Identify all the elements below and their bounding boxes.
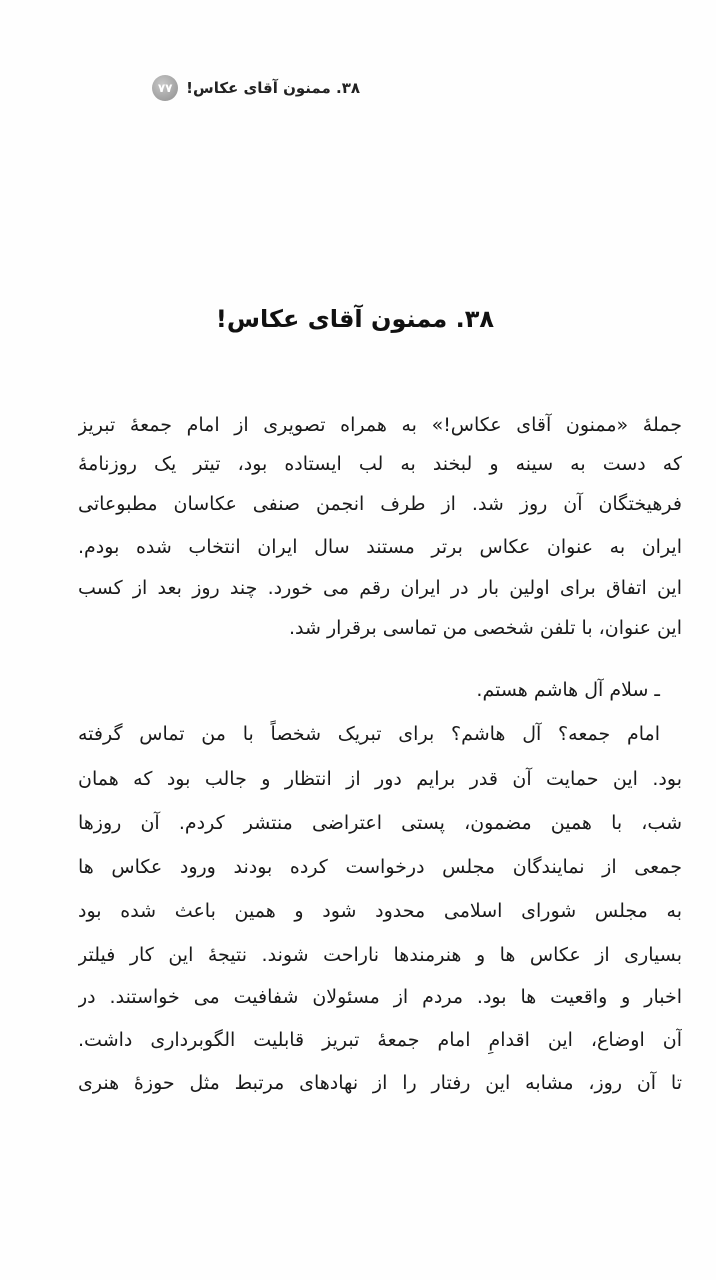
body-line: که دست به سینه و لبخند به لب ایستاده بود، تیتر یک روزنامهٔ — [78, 453, 682, 475]
body-line: بسیاری از عکاس ها و هنرمندها ناراحت شوند. نتیجهٔ این کار فیلتر — [78, 944, 682, 966]
body-line: ایران به عنوان عکاس برتر مستند سال ایران انتخاب شده بودم. — [78, 536, 682, 558]
body-line: جمعی از نمایندگان مجلس درخواست کرده بودند ورود عکاس ها — [78, 856, 682, 878]
body-line: امام جمعه؟ آل هاشم؟ برای تبریک شخصاً با من تماس گرفته — [78, 723, 660, 745]
dialogue-line: ـ سلام آل هاشم هستم. — [476, 679, 660, 701]
body-line: به مجلس شورای اسلامی محدود شود و همین باعث شده بود — [78, 900, 682, 922]
body-line: جملهٔ «ممنون آقای عکاس!» به همراه تصویری از امام جمعهٔ تبریز — [78, 414, 682, 436]
chapter-title: ۳۸. ممنون آقای عکاس! — [215, 305, 495, 333]
body-line: این عنوان، با تلفن شخصی من تماسی برقرار شد. — [288, 617, 682, 639]
body-line: بود. این حمایت آن قدر برایم دور از انتظار و جالب بود که همان — [78, 768, 682, 790]
body-line: فرهیختگان آن روز شد. از طرف انجمن صنفی عکاسان مطبوعاتی — [78, 493, 682, 515]
body-line: اخبار و واقعیت ها بود. مردم از مسئولان شفافیت می خواستند. در — [78, 986, 682, 1008]
body-line: تا آن روز، مشابه این رفتار را از نهادهای مرتبط مثل حوزهٔ هنری — [78, 1072, 682, 1094]
running-header — [140, 70, 360, 106]
page-number-badge: ۷۷ — [152, 75, 178, 101]
body-line: این اتفاق برای اولین بار در ایران رقم می خورد. چند روز بعد از کسب — [78, 577, 682, 599]
body-line: شب، با همین مضمون، پستی اعتراضی منتشر کردم. آن روزها — [78, 812, 682, 834]
running-title: ۳۸. ممنون آقای عکاس! — [186, 79, 360, 97]
body-line: آن اوضاع، این اقدامِ امام جمعهٔ تبریز قابلیت الگوبرداری داشت. — [78, 1029, 682, 1051]
